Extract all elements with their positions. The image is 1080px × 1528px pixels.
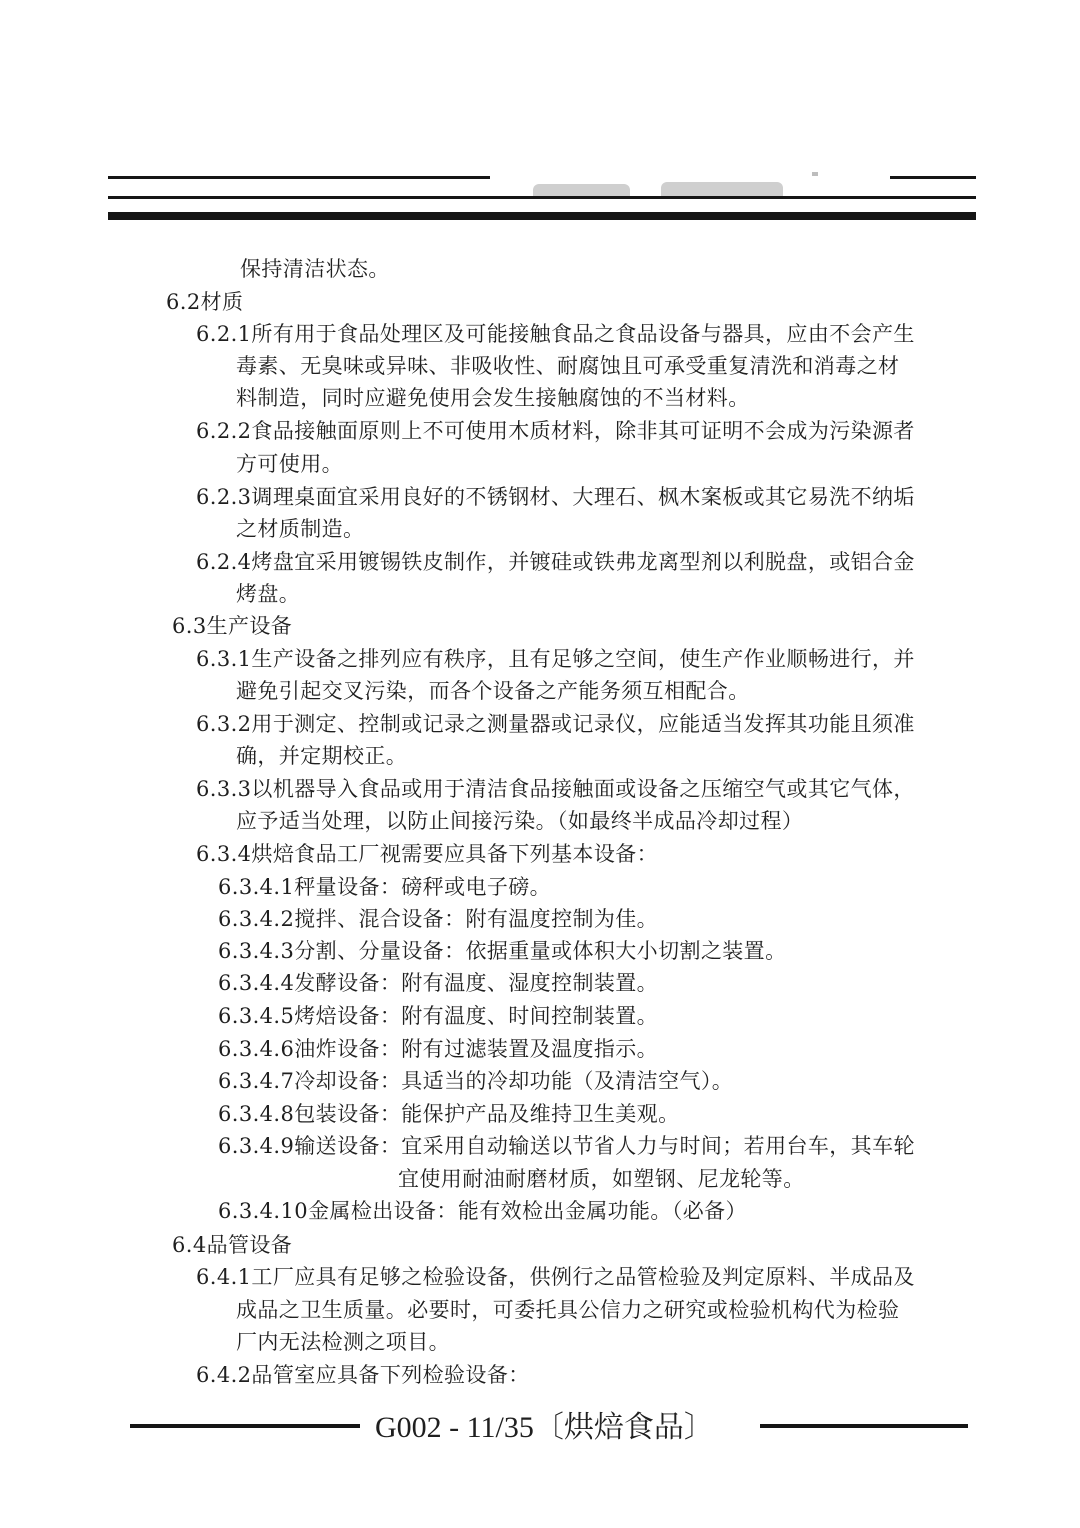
footer-page-label: G002 - 11/35〔烘焙食品〕	[375, 1411, 714, 1444]
text-line: 料制造，同时应避免使用会发生接触腐蚀的不当材料。	[236, 386, 750, 410]
text-line: 6.2.3调理桌面宜采用良好的不锈钢材、大理石、枫木案板或其它易洗不纳垢	[196, 485, 915, 509]
text-line: 保持清洁状态。	[240, 257, 390, 281]
text-line: 厂内无法检测之项目。	[236, 1330, 450, 1354]
list-item: 6.3.4.10金属检出设备：能有效检出金属功能。（必备）	[218, 1199, 747, 1223]
text-line: 烤盘。	[236, 582, 301, 606]
text-line: 6.4.1工厂应具有足够之检验设备，供例行之品管检验及判定原料、半成品及	[196, 1265, 915, 1289]
section-heading: 6.2材质	[166, 290, 244, 314]
text-line: 6.2.1所有用于食品处理区及可能接触食品之食品设备与器具，应由不会产生	[196, 322, 915, 346]
list-item: 6.3.4.9输送设备：宜采用自动输送以节省人力与时间；若用台车，其车轮	[218, 1134, 915, 1158]
list-item: 6.3.4.4发酵设备：附有温度、湿度控制装置。	[218, 971, 659, 995]
header-rule-mid	[108, 196, 976, 199]
text-line: 确，并定期校正。	[236, 744, 408, 768]
list-item: 宜使用耐油耐磨材质，如塑钢、尼龙轮等。	[398, 1167, 805, 1191]
text-line: 应予适当处理，以防止间接污染。（如最终半成品冷却过程）	[236, 809, 804, 833]
header-rule-thin-left	[108, 176, 490, 179]
list-item: 6.3.4.1秤量设备：磅秤或电子磅。	[218, 875, 552, 899]
text-line: 避免引起交叉污染，而各个设备之产能务须互相配合。	[236, 679, 750, 703]
footer-rule-left	[130, 1424, 360, 1428]
footer-rule-right	[760, 1424, 968, 1428]
text-line: 之材质制造。	[236, 517, 365, 541]
text-line: 6.3.1生产设备之排列应有秩序，且有足够之空间，使生产作业顺畅进行，并	[196, 647, 915, 671]
text-line: 6.3.2用于测定、控制或记录之测量器或记录仪，应能适当发挥其功能且须准	[196, 712, 915, 736]
section-heading: 6.3生产设备	[172, 614, 293, 638]
text-line: 成品之卫生质量。必要时，可委托具公信力之研究或检验机构代为检验	[236, 1298, 900, 1322]
list-item: 6.3.4.8包装设备：能保护产品及维持卫生美观。	[218, 1102, 680, 1126]
section-heading: 6.4品管设备	[172, 1233, 293, 1257]
text-line: 6.2.2食品接触面原则上不可使用木质材料，除非其可证明不会成为污染源者	[196, 419, 915, 443]
text-line: 6.3.3以机器导入食品或用于清洁食品接触面或设备之压缩空气或其它气体，	[196, 777, 915, 801]
list-item: 6.3.4.2搅拌、混合设备：附有温度控制为佳。	[218, 907, 659, 931]
header-gray-tab-2	[661, 182, 783, 196]
header-speck	[812, 172, 818, 176]
list-item: 6.3.4.5烤焙设备：附有温度、时间控制装置。	[218, 1004, 659, 1028]
header-rule-thin-right	[890, 176, 976, 179]
text-line: 毒素、无臭味或异味、非吸收性、耐腐蚀且可承受重复清洗和消毒之材	[236, 354, 900, 378]
header-rule-thick	[108, 212, 976, 220]
header-gray-tab-1	[533, 184, 630, 196]
list-item: 6.3.4.3分割、分量设备：依据重量或体积大小切割之装置。	[218, 939, 787, 963]
text-line: 方可使用。	[236, 452, 343, 476]
text-line: 6.4.2品管室应具备下列检验设备：	[196, 1363, 530, 1387]
text-line: 6.3.4烘焙食品工厂视需要应具备下列基本设备：	[196, 842, 659, 866]
list-item: 6.3.4.7冷却设备：具适当的冷却功能（及清洁空气）。	[218, 1069, 734, 1093]
list-item: 6.3.4.6油炸设备：附有过滤装置及温度指示。	[218, 1037, 659, 1061]
text-line: 6.2.4烤盘宜采用镀锡铁皮制作，并镀硅或铁弗龙离型剂以利脱盘，或铝合金	[196, 550, 915, 574]
